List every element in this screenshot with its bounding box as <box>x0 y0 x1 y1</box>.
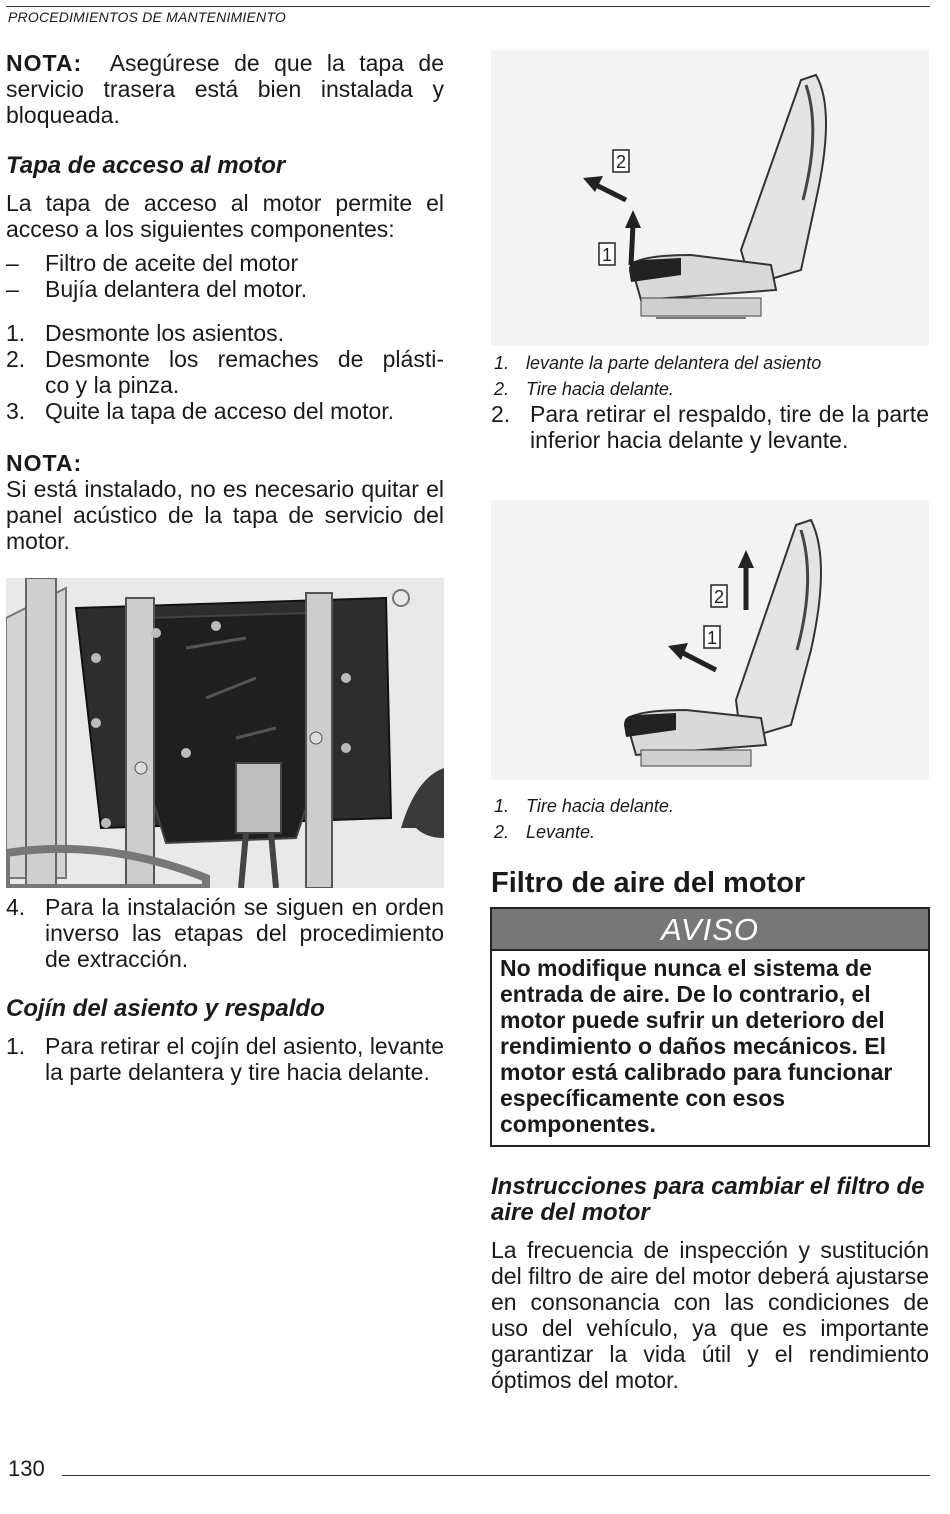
caption-number: 1. <box>494 353 510 373</box>
step-number: 2. <box>491 401 511 427</box>
header-rule <box>6 6 930 7</box>
step-number: 1. <box>6 320 26 346</box>
step-number: 2. <box>6 346 26 372</box>
list-text: Bujía delantera del motor. <box>45 276 308 302</box>
figure-caption <box>494 350 924 376</box>
step-text: co y la pinza. <box>45 372 180 398</box>
nota-label-2: NOTA: <box>6 450 83 476</box>
section-title: Filtro de aire del motor <box>491 867 806 899</box>
figure-caption <box>494 819 924 845</box>
seat-backrest-figure <box>491 500 929 780</box>
caption-number: 2. <box>494 822 510 842</box>
figure-callout: 1 <box>601 245 613 265</box>
nota-text-2: Si está instalado, no es necesario quitar el panel acústico de la tapa de servicio del motor. <box>6 476 444 554</box>
engine-cover-illustration <box>6 578 444 888</box>
step-item <box>6 398 444 424</box>
figure-caption <box>494 793 924 819</box>
heading-instrucciones: Instrucciones para cambiar el filtro de aire del motor <box>491 1173 925 1226</box>
figure-caption <box>494 376 924 402</box>
step-item <box>6 1033 444 1111</box>
engine-cover-figure <box>6 578 444 888</box>
figure-callout: 2 <box>615 152 627 172</box>
aviso-title: AVISO <box>492 909 928 951</box>
list-bullet: – <box>6 276 19 302</box>
step-text: Quite la tapa de acceso del motor. <box>45 398 395 424</box>
heading-tapa-acceso: Tapa de acceso al motor <box>6 152 286 179</box>
footer-rule <box>62 1475 930 1476</box>
tapa-intro: La tapa de acceso al motor permite el acceso a los siguientes componentes: <box>6 190 444 242</box>
step-item <box>6 320 444 346</box>
list-item <box>6 250 444 276</box>
caption-number: 2. <box>494 379 510 399</box>
aviso-text: No modifique nunca el sistema de entrada de aire. De lo contrario, el motor puede sufrir un deterioro del rendimiento o daños mecánicos. El motor está calibrado para funcionar específicamente con esos componentes. <box>500 955 893 1137</box>
step-number: 4. <box>6 894 26 920</box>
list-bullet: – <box>6 250 19 276</box>
caption-text: Levante. <box>526 822 596 842</box>
step-item <box>6 372 444 398</box>
nota-text: Asegúrese de que la tapa de servicio trasera está bien instalada y bloqueada. <box>6 50 445 128</box>
step-text: Desmonte los remaches de plásti- <box>45 346 444 372</box>
step-text: Para retirar el respaldo, tire de la parte inferior hacia delante y levante. <box>530 401 929 453</box>
step-number: 3. <box>6 398 26 424</box>
page-number: 130 <box>8 1456 45 1481</box>
instrucciones-text: La frecuencia de inspección y sustitución del filtro de aire del motor deberá ajustarse en consonancia con las condiciones de uso del vehículo, ya que es importante garantizar la vida útil y el rendimiento óptimos del motor. <box>491 1237 929 1393</box>
aviso-box <box>490 907 930 1147</box>
step-item <box>6 894 444 972</box>
seat-cushion-figure <box>491 50 929 346</box>
list-text: Filtro de aceite del motor <box>45 250 299 276</box>
list-item <box>6 276 444 302</box>
figure-callout: 1 <box>706 628 718 648</box>
figure-callout: 2 <box>713 587 725 607</box>
seat-cushion-illustration <box>491 50 929 346</box>
caption-text: Tire hacia delante. <box>526 796 674 816</box>
seat-backrest-illustration <box>491 500 929 780</box>
caption-number: 1. <box>494 796 510 816</box>
step-text: Para retirar el cojín del asiento, levante la parte delantera y tire hacia delante. <box>45 1033 444 1085</box>
step-text: Desmonte los asientos. <box>45 320 285 346</box>
step-text: Para la instalación se siguen en orden inverso las etapas del procedimiento de extracción. <box>45 894 444 972</box>
heading-cojin: Cojín del asiento y respaldo <box>6 995 325 1022</box>
step-item <box>6 346 444 372</box>
caption-text: levante la parte delantera del asiento <box>526 353 822 373</box>
nota-label: NOTA: <box>6 50 83 76</box>
step-number: 1. <box>6 1033 26 1059</box>
running-header: PROCEDIMIENTOS DE MANTENIMIENTO <box>8 9 286 25</box>
step-item <box>491 401 929 479</box>
caption-text: Tire hacia delante. <box>526 379 674 399</box>
nota-block-1 <box>6 50 444 128</box>
